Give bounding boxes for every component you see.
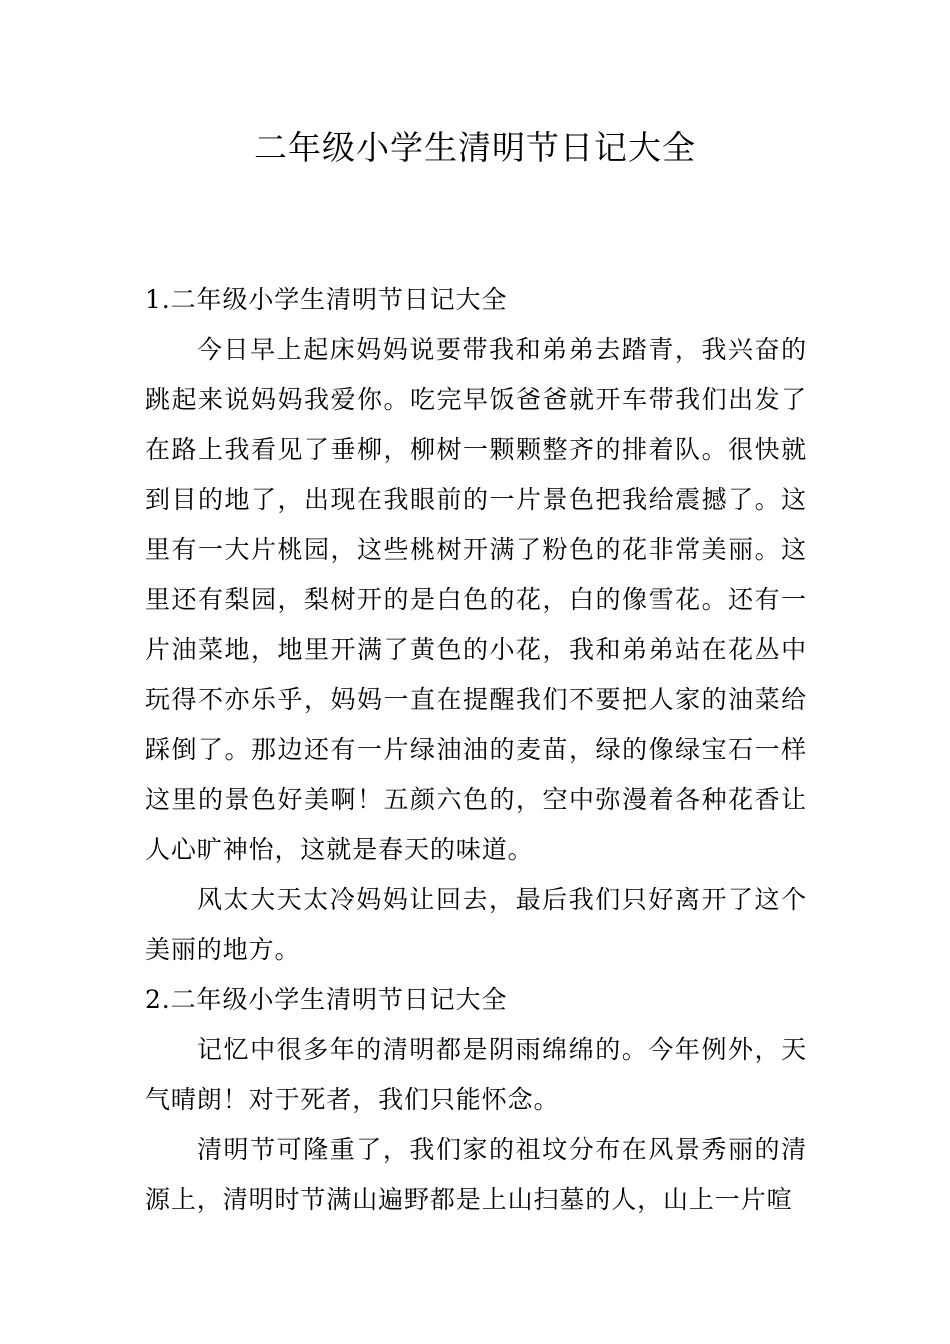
document-body — [145, 275, 807, 1225]
paragraph: 今日早上起床妈妈说要带我和弟弟去踏青，我兴奋的跳起来说妈妈我爱你。吃完早饭爸爸就开车带我们出发了在路上我看见了垂柳，柳树一颗颗整齐的排着队。很快就到目的地了，出现在我眼前的一片景色把我给震撼了。这里有一大片桃园，这些桃树开满了粉色的花非常美丽。这里还有梨园，梨树开的是白色的花，白的像雪花。还有一片油菜地，地里开满了黄色的小花，我和弟弟站在花丛中玩得不亦乐乎，妈妈一直在提醒我们不要把人家的油菜给踩倒了。那边还有一片绿油油的麦苗，绿的像绿宝石一样这里的景色好美啊！五颜六色的，空中弥漫着各种花香让人心旷神怡，这就是春天的味道。 — [145, 335, 807, 864]
document-title: 二年级小学生清明节日记大全 — [254, 128, 696, 167]
section-heading: 1.二年级小学生清明节日记大全 — [145, 285, 508, 314]
section-2 — [145, 975, 807, 1225]
paragraph: 风太大天太冷妈妈让回去，最后我们只好离开了这个美丽的地方。 — [145, 885, 807, 964]
section-1 — [145, 275, 807, 975]
section-heading: 2.二年级小学生清明节日记大全 — [145, 985, 508, 1014]
paragraph: 清明节可隆重了，我们家的祖坟分布在风景秀丽的清源上，清明时节满山遍野都是上山扫墓的人，山上一片喧 — [145, 1135, 807, 1214]
paragraph: 记忆中很多年的清明都是阴雨绵绵的。今年例外，天气晴朗！对于死者，我们只能怀念。 — [145, 1035, 807, 1114]
